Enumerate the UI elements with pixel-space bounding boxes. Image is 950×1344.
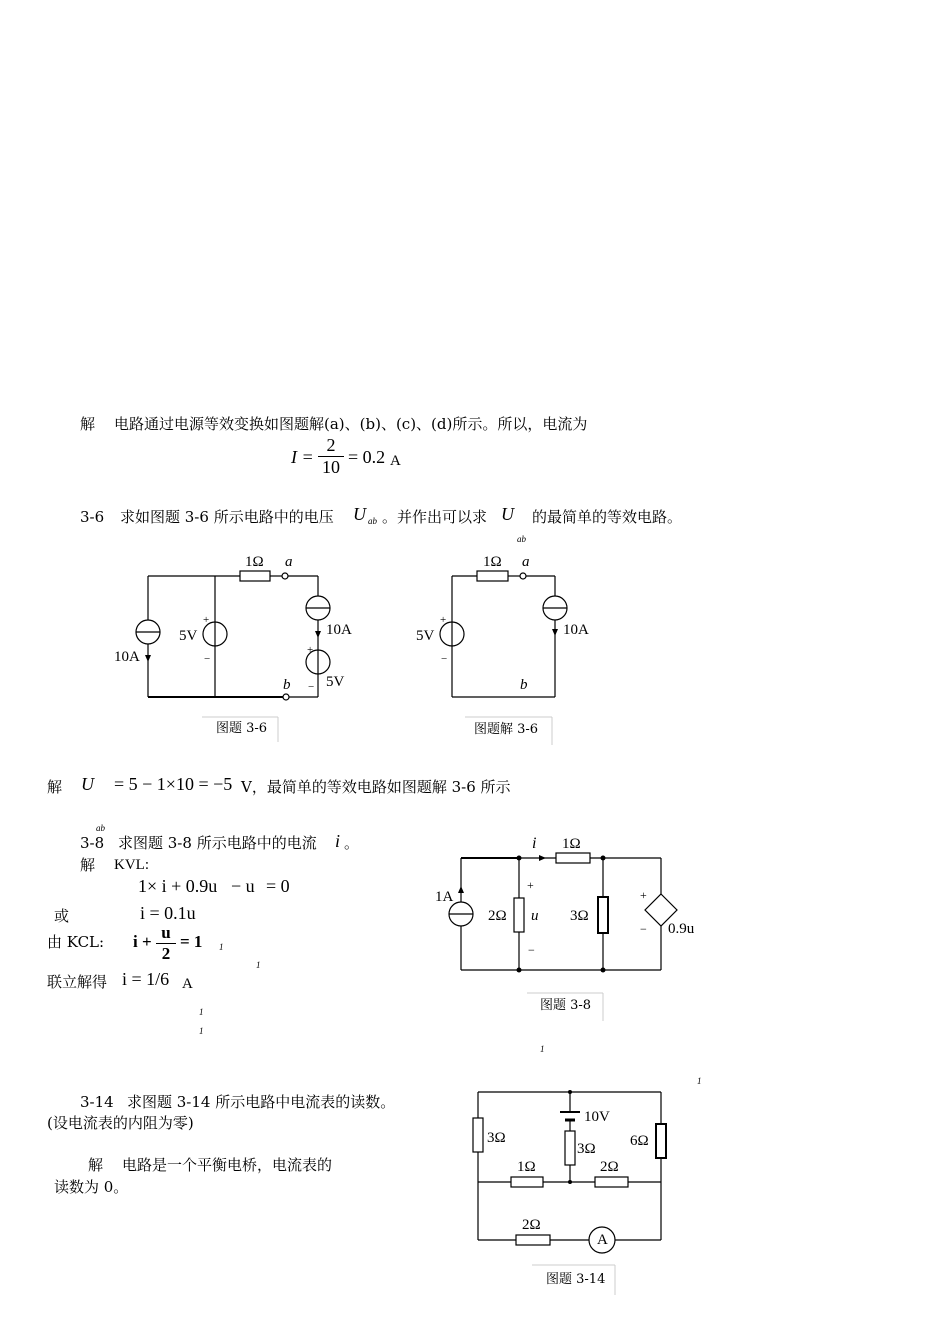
fig38-cs-label: 1A	[435, 889, 454, 905]
fig36-vs-mid-label: 5V	[179, 628, 198, 644]
fig314-r-left-label: 3Ω	[487, 1130, 506, 1146]
fig36-cs-right-label: 10A	[326, 622, 352, 638]
fig38-dep-label: 0.9u	[668, 921, 695, 937]
p36-text-b: 。并作出可以求	[382, 508, 488, 526]
fig314-caption: 图题 3-14	[546, 1272, 606, 1287]
fig36-a-label: a	[285, 554, 293, 570]
p38-text: 求图题 3-8 所示电路中的电流	[118, 834, 317, 852]
p38-joint: 联立解得	[47, 973, 108, 991]
intro-solution-text: 电路通过电源等效变换如图题解(a)、(b)、(c)、(d)所示。所以，电流为	[114, 415, 588, 433]
fig38-r1-label: 1Ω	[562, 836, 581, 852]
p36-text-a: 求如图题 3-6 所示电路中的电压	[120, 508, 334, 526]
p36-solution-eq: = 5 − 1×10 = −5	[114, 774, 233, 794]
p36-number: 3-6	[80, 508, 105, 526]
p38-eq1-c: = 0	[266, 876, 290, 896]
fig36-vs-right-label: 5V	[326, 674, 345, 690]
fig38-dep-sub: 1	[697, 1076, 702, 1086]
p36-solution-sub: ab	[96, 823, 105, 833]
p314-solution-label: 解	[88, 1156, 104, 1174]
fig36-caption: 图题 3-6	[216, 721, 268, 736]
fig38-dep-minus: −	[640, 922, 647, 936]
fig314-resistor-br	[595, 1177, 628, 1187]
p38-kcl-sub: 1	[199, 1026, 204, 1036]
fig36-vs-mid-plus: +	[203, 614, 210, 626]
fig314-r-br-label: 2Ω	[600, 1159, 619, 1175]
fig314-resistor-mid	[565, 1131, 575, 1165]
fig314-ammeter-label: A	[597, 1232, 608, 1248]
p36-solution-label: 解	[47, 778, 63, 796]
p314-solution: 电路是一个平衡电桥，电流表的	[122, 1156, 333, 1174]
solfig36-r-label: 1Ω	[483, 554, 502, 570]
fig36-vs-right-minus: −	[308, 681, 315, 693]
fig314-resistor-left	[473, 1118, 483, 1152]
p38-eq1-b: − u	[231, 876, 255, 896]
solfig36-cs-label: 10A	[563, 622, 589, 638]
p36-solution-unit: V，最简单的等效电路如图题解 3-6 所示	[241, 778, 511, 796]
fig38-dep-plus: +	[640, 888, 647, 902]
fig36-b-label: b	[283, 677, 291, 693]
fig38-r2-label: 2Ω	[488, 908, 507, 924]
fig38-u-sub: 1	[540, 1044, 545, 1054]
p314-solution2: 读数为 0。	[54, 1178, 129, 1196]
fig38-r3-label: 3Ω	[570, 908, 589, 924]
solfig36-caption: 图题解 3-6	[474, 722, 539, 737]
p38-eq1-sub-b: 1	[256, 960, 261, 970]
fig314-r-bl-label: 1Ω	[517, 1159, 536, 1175]
solfig36-minus: −	[441, 653, 448, 665]
intro-eq-rhs: = 0.2	[348, 447, 386, 467]
fig36-vs-mid-minus: −	[204, 653, 211, 665]
p314-number: 3-14	[80, 1093, 114, 1111]
fig38-i-label: i	[532, 835, 537, 852]
intro-solution-label: 解	[80, 415, 96, 433]
fig36-vs-right-plus: +	[307, 644, 314, 656]
intro-eq-denominator: 10	[318, 456, 344, 478]
p38-number: 3-8	[80, 834, 105, 852]
p38-result-unit: A	[182, 976, 193, 992]
p38-eq2: i = 0.1u	[140, 903, 196, 923]
p38-eq2-sub: 1	[199, 1007, 204, 1017]
intro-eq-numerator: 2	[326, 435, 336, 455]
p38-kcl: 由 KCL:	[47, 933, 105, 951]
p38-kvl: KVL:	[114, 857, 149, 873]
fig314-r-mid-label: 3Ω	[577, 1141, 596, 1157]
fig314-r-right-label: 6Ω	[630, 1133, 649, 1149]
p36-sub-1: ab	[368, 516, 377, 526]
solfig36-b-label: b	[520, 677, 528, 693]
p38-eq1-sub-a: 1	[219, 942, 224, 952]
p36-var-1: U	[353, 504, 366, 524]
fig314-r-bottom-label: 2Ω	[522, 1217, 541, 1233]
solfig36-vs-label: 5V	[416, 628, 435, 644]
fig38-plus: +	[527, 878, 534, 892]
fig314-resistor-bottom	[516, 1235, 550, 1245]
p36-text-c: 的最简单的等效电路。	[532, 508, 683, 526]
p38-result: i = 1/6	[122, 969, 170, 989]
p314-text: 求图题 3-14 所示电路中电流表的读数。	[127, 1093, 396, 1111]
fig38-minus: −	[528, 943, 535, 957]
solfig36-plus: +	[440, 614, 447, 626]
p38-var: i	[335, 831, 341, 851]
p314-text2: (设电流表的内阻为零)	[47, 1114, 194, 1132]
solfig36-a-label: a	[522, 554, 530, 570]
fig314-resistor-right	[656, 1124, 666, 1158]
p38-end: 。	[344, 834, 360, 852]
p36-solution-var: U	[81, 774, 94, 794]
fig36-r-label: 1Ω	[245, 554, 264, 570]
fig314-battery	[560, 1112, 580, 1120]
intro-eq-unit: A	[390, 453, 401, 469]
p38-kcl-eq-b: = 1	[180, 932, 203, 951]
p38-kcl-eq-a: i +	[133, 932, 152, 951]
fig38-u-label: u	[531, 908, 539, 924]
p38-solution-label: 解	[80, 856, 96, 874]
fig314-vs-label: 10V	[584, 1109, 610, 1125]
p36-var-2: U	[501, 504, 514, 524]
p38-or: 或	[54, 907, 70, 925]
p38-kcl-numerator: u	[161, 923, 171, 942]
p38-kcl-denominator: 2	[156, 943, 176, 964]
fig314-resistor-bl	[511, 1177, 543, 1187]
fig38-caption: 图题 3-8	[540, 998, 592, 1013]
fig36-cs-left-label: 10A	[114, 649, 140, 665]
p38-eq1: 1× i + 0.9u	[138, 876, 218, 896]
p36-sub-2: ab	[517, 534, 526, 544]
intro-eq-lhs: I =	[291, 447, 314, 467]
